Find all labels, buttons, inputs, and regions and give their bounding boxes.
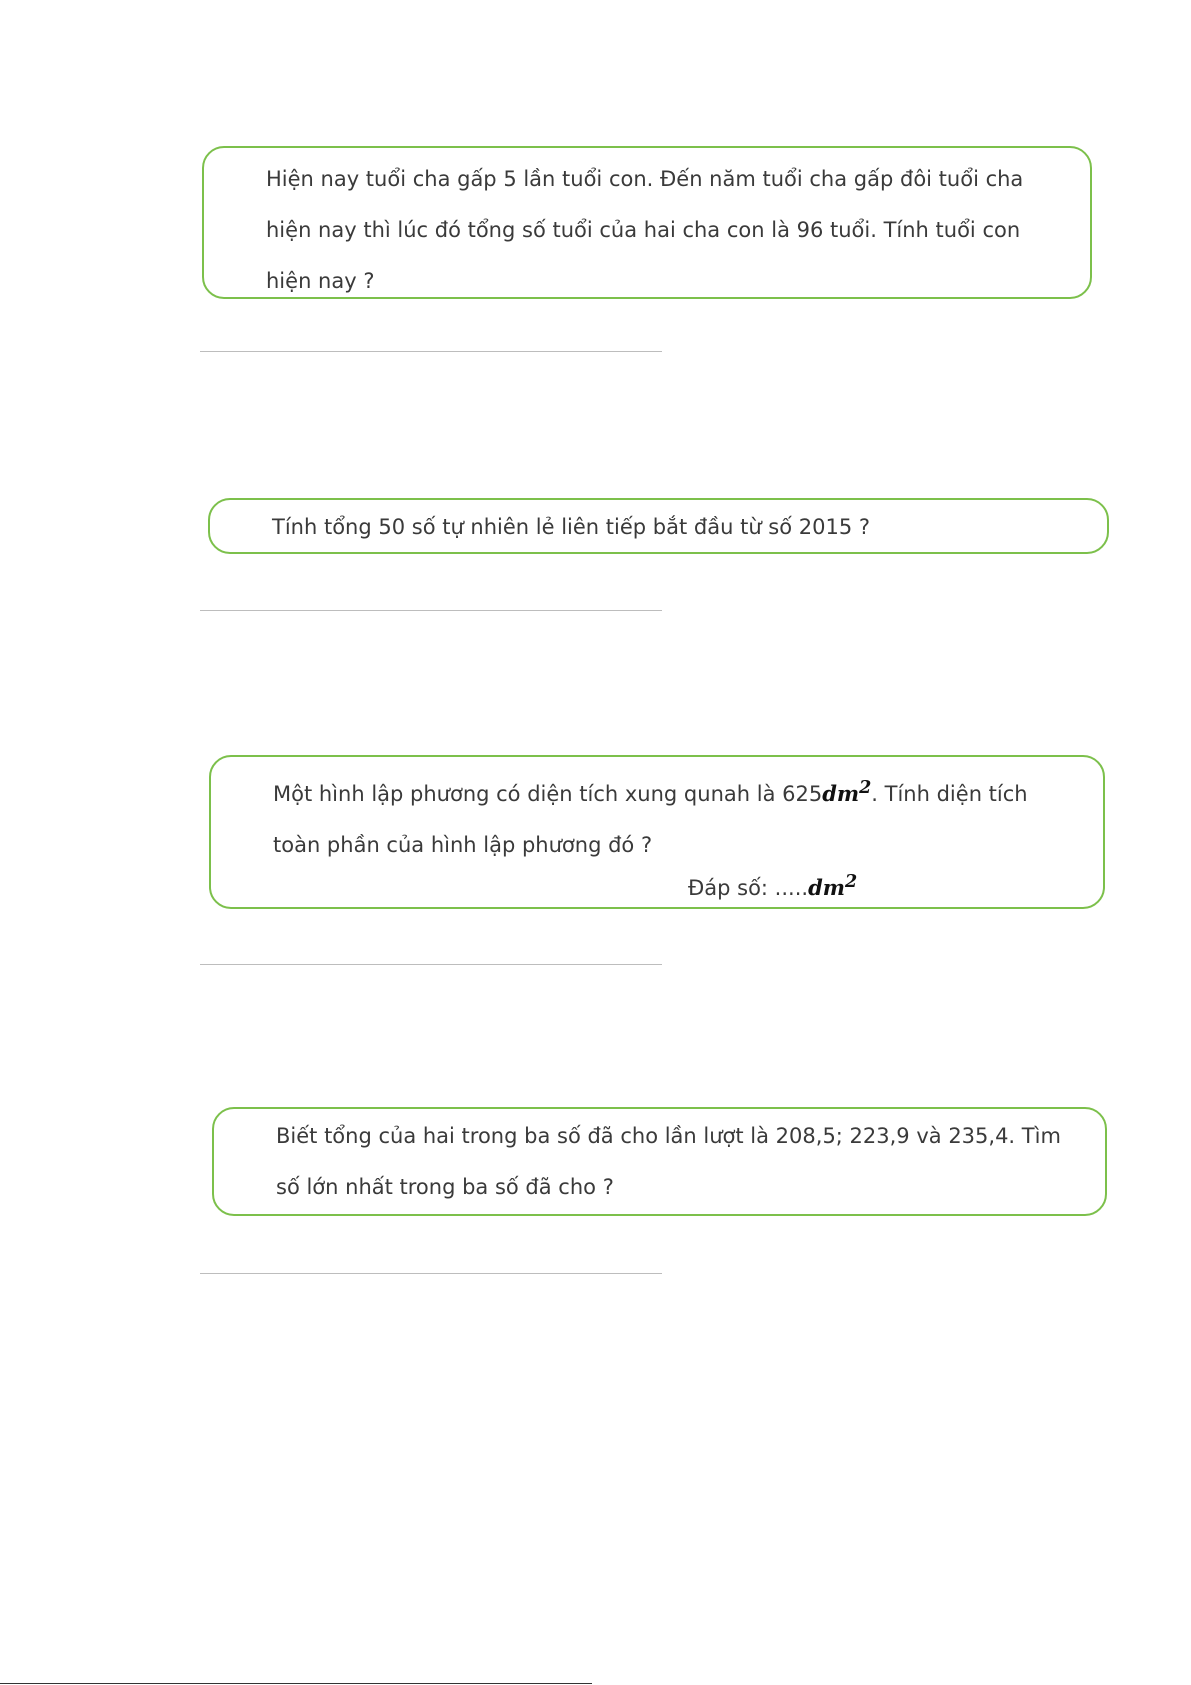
answer-line-3[interactable] [200,964,662,965]
answer-line-4[interactable] [200,1273,662,1274]
problem-box-2 [208,498,1109,554]
problem-text-4: Biết tổng của hai trong ba số đã cho lần lượt là 208,5; 223,9 và 235,4. Tìm số lớn nhất trong ba số đã cho ? [276,1124,1061,1199]
problem-text-2: Tính tổng 50 số tự nhiên lẻ liên tiếp bắt đầu từ số 2015 ? [272,515,871,539]
answer-unit-dm: $dm^2$ [808,872,858,900]
problem-text-3-before: Một hình lập phương có diện tích xung qunah là 625 [273,782,823,806]
math-exponent: 2 [859,778,872,798]
answer-line-2[interactable] [200,610,662,611]
answer-label: Đáp số: $.....dm^2$ [688,872,858,900]
problem-box-4 [212,1107,1107,1216]
answer-exponent: 2 [844,872,858,892]
footer-rule [0,1683,592,1684]
answer-line-1[interactable] [200,351,662,352]
problem-text-3 [273,763,1063,871]
problem-box-3 [209,755,1105,909]
math-unit-dm: $dm^2$ [822,778,872,806]
problem-box-1 [202,146,1092,299]
problem-text-3-after: . Tính diện tích toàn phần của hình lập phương đó ? [273,782,1028,857]
problem-text-1: Hiện nay tuổi cha gấp 5 lần tuổi con. Đến năm tuổi cha gấp đôi tuổi cha hiện nay thì lúc đó tổng số tuổi của hai cha con là 96 tuổi. Tính tuổi con hiện nay ? [266,167,1024,293]
